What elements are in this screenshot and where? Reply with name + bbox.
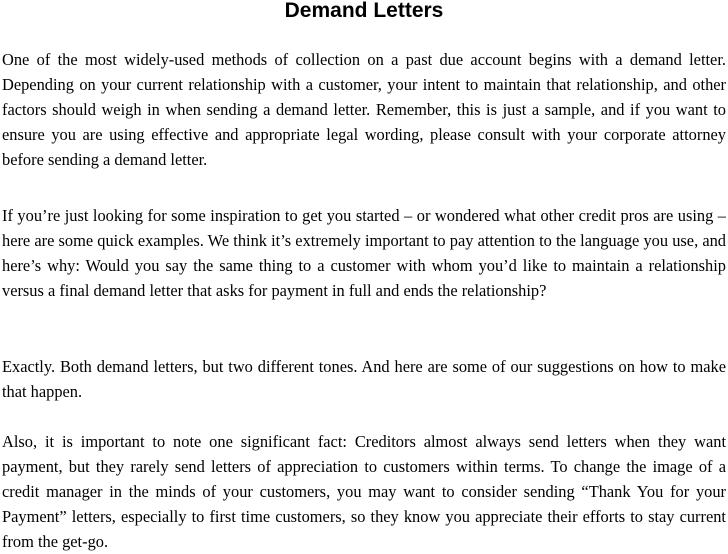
paragraph-appreciation: Also, it is important to note one significant fact: Creditors almost always send letters when they want payment, but they rarely send letters of appreciation to customers within terms. To change the image of a credit manager in the minds of your customers, you may want to consider sending “Thank You for your Payment” letters, especially to first time customers, so they know you appreciate their efforts to stay current from the get-go.: [2, 432, 726, 551]
paragraph-tones: Exactly. Both demand letters, but two different tones. And here are some of our suggestions on how to make that happen.: [2, 357, 726, 401]
paragraph-inspiration: If you’re just looking for some inspiration to get you started – or wondered what other credit pros are using – here are some quick examples. We think it’s extremely important to pay attention to the language you use, and here’s why: Would you say the same thing to a customer with whom you’d like to maintain a relationship versus a final demand letter that asks for payment in full and ends the relationship?: [2, 206, 726, 300]
page-title: Demand Letters: [284, 0, 444, 22]
paragraph-intro: One of the most widely-used methods of collection on a past due account begins with a demand letter. Depending on your current relationship with a customer, your intent to maintain that relationship, and other factors should weigh in when sending a demand letter. Remember, this is just a sample, and if you want to ensure you are using effective and appropriate legal wording, please consult with your corporate attorney before sending a demand letter.: [2, 50, 726, 169]
